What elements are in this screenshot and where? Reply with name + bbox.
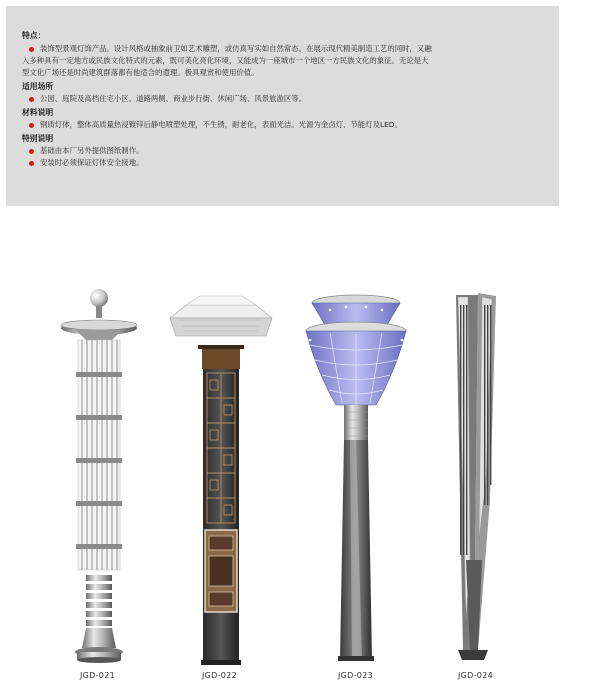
material-heading: 材料说明 [22, 108, 54, 117]
features-line-3: 型文化广场还是时尚建筑群落都有他适合的遣理。极具观赏和使用价值。 [22, 68, 259, 77]
lamp-jgd-021 [61, 289, 137, 663]
features-line-2: 入多种具有一定地方或民族文化特式的元素，既可美化亮化环境，又能成为一座城市一个地区一方民族文化的象征。无论是大 [22, 56, 429, 65]
notes-item-1: 基础由本厂另外提供图纸制作。 [40, 146, 144, 155]
lamp-jgd-023 [306, 295, 406, 661]
features-line-1: 装饰型景观灯饰产品。设计风格或抽象前卫如艺术雕塑，或仿真写实如自然常态。在展示现代精美制造工艺的同时，又融 [40, 44, 432, 53]
model-caption-jgd-024: JGD-024 [458, 671, 493, 680]
scope-item-1: 公园、庭院及高档住宅小区、道路两侧、商业步行街、休闲广场、风景旅游区等。 [40, 94, 307, 103]
model-caption-jgd-023: JGD-023 [338, 671, 373, 680]
notes-item-2: 安装时必须保证灯体安全接地。 [40, 158, 144, 167]
lamp-jgd-022 [170, 296, 272, 665]
model-caption-jgd-022: JGD-022 [202, 671, 237, 680]
lamp-jgd-024 [456, 293, 496, 660]
material-item-1: 钢质灯体，整体高质量热浸镀锌后静电喷塑处理，不生锈，耐老化，表面光洁。光源为金卤灯、节能灯及LED。 [40, 120, 402, 129]
features-heading: 特点： [22, 31, 46, 40]
scope-heading: 适用场所 [22, 82, 54, 91]
model-caption-jgd-021: JGD-021 [80, 671, 115, 680]
notes-heading: 特别说明 [22, 134, 54, 143]
